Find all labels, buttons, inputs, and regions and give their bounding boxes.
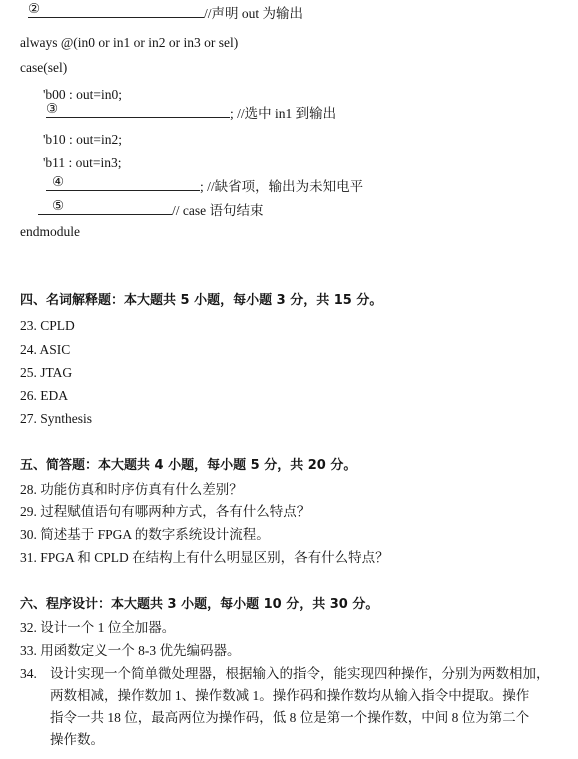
question-27	[20, 410, 92, 428]
question-28	[20, 481, 243, 499]
code-line-b10: 'b10 : out=in2;	[43, 132, 123, 147]
question-number: 31.	[20, 550, 37, 565]
question-number: 29.	[20, 504, 37, 519]
question-text: 简述基于 FPGA 的数字系统设计流程。	[40, 527, 270, 542]
code-line-b11: 'b11 : out=in3;	[43, 155, 122, 170]
blank-number: ⑤	[52, 198, 65, 213]
code-comment: //声明 out 为输出	[204, 6, 304, 21]
question-text: 设计一个 1 位全加器。	[40, 620, 176, 635]
question-32	[20, 619, 175, 637]
question-number: 34.	[20, 666, 37, 681]
question-number: 28.	[20, 482, 37, 497]
question-text: CPLD	[40, 318, 75, 333]
question-33	[20, 642, 241, 660]
question-23	[20, 317, 75, 335]
fill-blank-4	[46, 174, 200, 191]
question-30	[20, 526, 270, 544]
section-4-heading: 四、名词解释题：本大题共 5 小题，每小题 3 分，共 15 分。	[20, 293, 383, 308]
question-text: EDA	[40, 388, 68, 403]
question-34	[20, 663, 568, 751]
question-text: 用函数定义一个 8-3 优先编码器。	[40, 643, 241, 658]
question-34-line-1	[20, 663, 568, 685]
question-text: 过程赋值语句有哪两种方式，各有什么特点？	[40, 504, 311, 519]
code-line-blank-5	[38, 198, 264, 220]
question-number: 24.	[20, 342, 37, 357]
blank-number: ④	[52, 174, 65, 189]
blank-number: ②	[28, 1, 41, 16]
code-comment: // case 语句结束	[172, 203, 264, 218]
code-line-endmodule: endmodule	[20, 224, 80, 239]
code-line-always: always @(in0 or in1 or in2 or in3 or sel)	[20, 35, 239, 50]
question-34-line-4: 操作数。	[50, 732, 104, 747]
question-text: Synthesis	[40, 411, 93, 426]
question-text: JTAG	[40, 365, 73, 380]
question-number: 30.	[20, 527, 37, 542]
code-comment: ; //选中 in1 到输出	[230, 106, 337, 121]
code-line-b00: 'b00 : out=in0;	[43, 87, 123, 102]
fill-blank-3	[46, 101, 230, 118]
question-25	[20, 364, 72, 382]
code-line-blank-2	[28, 1, 304, 23]
question-24	[20, 341, 70, 359]
question-34-line-2: 两数相减，操作数加 1、操作数减 1。操作码和操作数均从输入指令中提取。操作	[50, 688, 530, 703]
question-number: 27.	[20, 411, 37, 426]
fill-blank-5	[38, 198, 172, 215]
section-6-heading: 六、程序设计：本大题共 3 小题，每小题 10 分，共 30 分。	[20, 597, 379, 612]
question-26	[20, 387, 68, 405]
question-number: 25.	[20, 365, 37, 380]
fill-blank-2	[28, 1, 204, 18]
section-5-heading: 五、简答题：本大题共 4 小题，每小题 5 分，共 20 分。	[20, 458, 357, 473]
code-line-blank-3	[46, 101, 337, 123]
question-number: 23.	[20, 318, 37, 333]
question-number: 26.	[20, 388, 37, 403]
code-line-case: case(sel)	[20, 60, 68, 75]
question-31	[20, 549, 389, 567]
question-text: ASIC	[39, 342, 71, 357]
blank-number: ③	[46, 101, 59, 116]
question-text: 设计实现一个简单微处理器，根据输入的指令，能实现四种操作，分别为两数相加，	[50, 666, 550, 681]
question-text: FPGA 和 CPLD 在结构上有什么明显区别，各有什么特点？	[40, 550, 389, 565]
code-line-blank-4	[46, 174, 364, 196]
question-34-line-3: 指令一共 18 位，最高两位为操作码，低 8 位是第一个操作数，中间 8 位为第二个	[50, 710, 530, 725]
question-29	[20, 503, 310, 521]
question-text: 功能仿真和时序仿真有什么差别？	[40, 482, 243, 497]
question-number: 32.	[20, 620, 37, 635]
code-comment: ; //缺省项，输出为未知电平	[200, 179, 364, 194]
question-number: 33.	[20, 643, 37, 658]
